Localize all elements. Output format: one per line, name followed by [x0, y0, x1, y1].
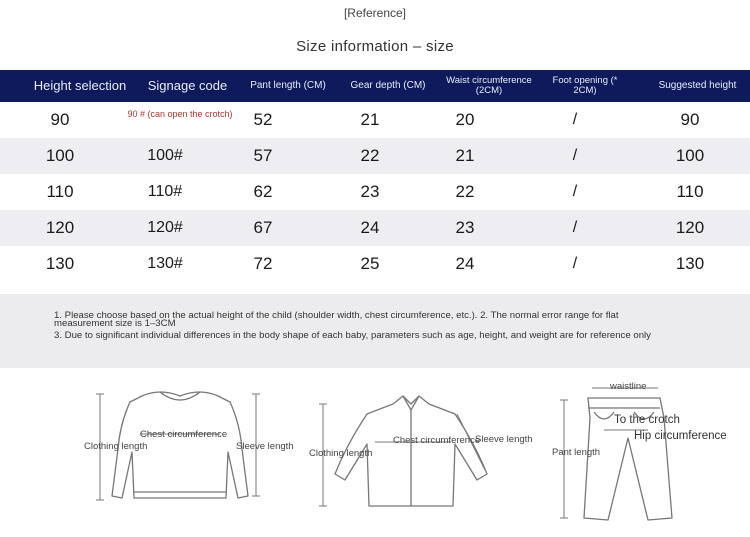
cell-waist: 20 [455, 110, 475, 129]
page-title: Size information – size [296, 38, 454, 55]
pants-hip-label: Hip circumference [634, 430, 727, 442]
shirt-sleeve-label: Sleeve length [475, 434, 533, 445]
notes-panel [0, 294, 750, 368]
cell-pant: 72 [253, 254, 273, 273]
col-height-selection: Height selection [33, 78, 127, 93]
note-line-3: 3. Due to significant individual differences in the body shape of each baby, parameters such as age, height, and weight are for reference only [54, 330, 651, 341]
cell-pant: 52 [253, 110, 273, 129]
col-suggested-height: Suggested height [658, 80, 737, 91]
cell-suggested: 110 [676, 182, 704, 201]
cell-gear: 25 [360, 254, 380, 273]
note-line-1: 1. Please choose based on the actual height of the child (shoulder width, chest circumference, etc.). 2. The normal error range for flat [54, 310, 619, 321]
pants-length-label: Pant length [552, 447, 601, 458]
pants-waistline-label: waistline [610, 381, 647, 392]
cell-waist: 22 [455, 182, 475, 201]
cell-waist: 21 [455, 146, 475, 165]
cell-height: 130 [45, 254, 75, 273]
cell-code: 110# [147, 183, 183, 200]
cell-suggested: 130 [675, 254, 705, 273]
cell-gear: 22 [360, 146, 380, 165]
table-row [0, 102, 750, 138]
cell-suggested: 100 [675, 146, 705, 165]
cell-code: 120# [147, 219, 183, 236]
reference-label: [Reference] [343, 6, 407, 20]
sweater-sleeve-label: Sleeve length [236, 441, 294, 452]
col-gear-depth: Gear depth (CM) [350, 80, 426, 91]
sweater-diagram [80, 374, 294, 514]
cell-height: 110 [46, 182, 74, 201]
cell-code: 100# [147, 147, 183, 164]
cell-height: 90 [50, 110, 70, 129]
cell-waist: 24 [455, 254, 475, 273]
table-row [0, 174, 750, 210]
sweater-chest-label: Chest circumference [140, 429, 228, 440]
size-table [0, 70, 750, 282]
shirt-chest-label: Chest circumference [393, 435, 481, 446]
cell-suggested: 90 [680, 110, 700, 129]
cell-foot: / [572, 219, 578, 236]
cell-foot: / [572, 183, 578, 200]
col-waist: Waist circumference (2CM) [446, 75, 532, 96]
shirt-diagram [305, 374, 550, 514]
cell-pant: 62 [253, 182, 273, 201]
shirt-clothing-length-label: Clothing length [309, 448, 373, 459]
table-row [0, 210, 750, 246]
note-line-2: measurement size is 1–3CM [54, 318, 176, 329]
pants-diagram [548, 378, 748, 528]
cell-gear: 24 [360, 218, 380, 237]
cell-pant: 67 [253, 218, 273, 237]
cell-gear: 21 [360, 110, 380, 129]
cell-foot: / [572, 111, 578, 128]
pants-crotch-label: To the crotch [614, 414, 680, 426]
cell-height: 100 [45, 146, 75, 165]
col-pant-length: Pant length (CM) [250, 80, 326, 91]
cell-waist: 23 [455, 218, 475, 237]
table-row [0, 138, 750, 174]
table-row [0, 246, 750, 282]
col-foot-opening: Foot opening (* 2CM) [552, 75, 618, 96]
cell-gear: 23 [360, 182, 380, 201]
cell-suggested: 120 [675, 218, 705, 237]
cell-code: 130# [147, 255, 183, 272]
cell-code: 90 # (can open the crotch) [127, 109, 233, 119]
cell-foot: / [572, 147, 578, 164]
col-signage-code: Signage code [147, 78, 228, 93]
cell-foot: / [572, 255, 578, 272]
sweater-clothing-length-label: Clothing length [84, 441, 148, 452]
cell-height: 120 [45, 218, 75, 237]
cell-pant: 57 [253, 146, 273, 165]
